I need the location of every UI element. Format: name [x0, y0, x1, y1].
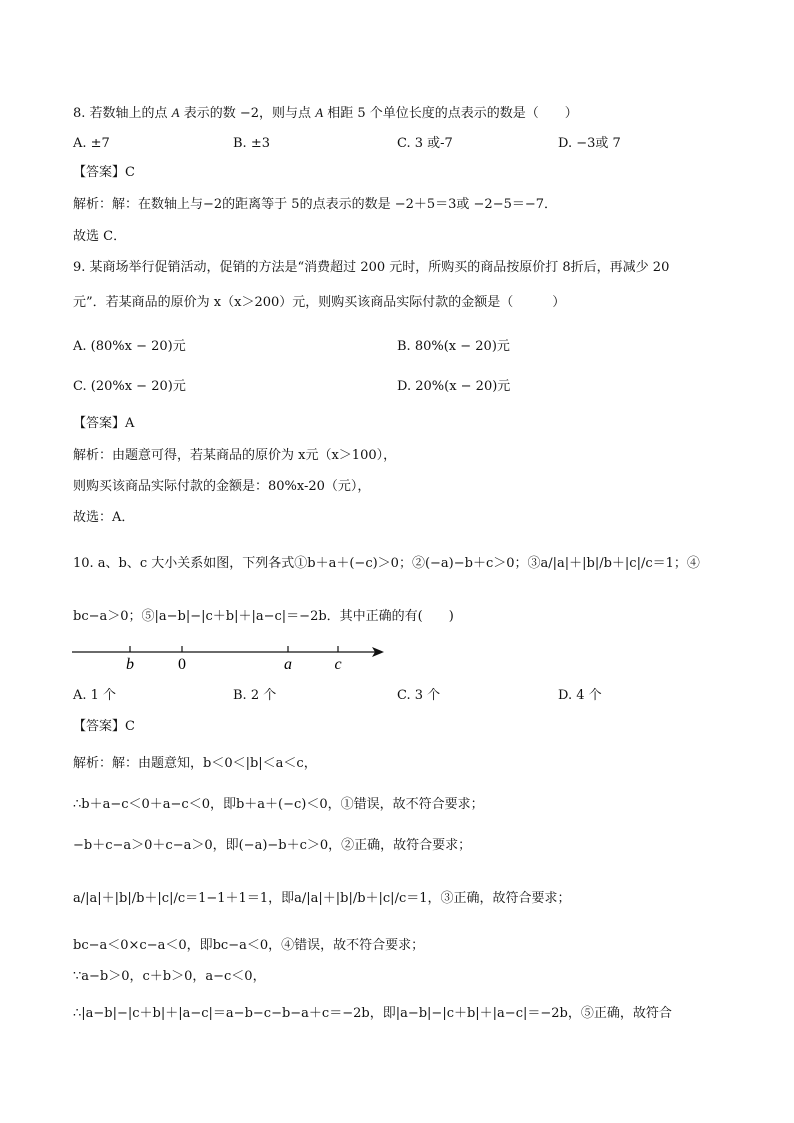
q8-option-a: A. ±7 [73, 136, 110, 151]
q8-option-d: D. −3或 7 [558, 136, 621, 151]
q9-answer: 【答案】A [73, 416, 135, 431]
q10-stem-line1: 10. a、b、c 大小关系如图，下列各式①b＋a＋(−c)＞0；②(−a)−b＋c＞0；③a/|a|＋|b|/b＋|c|/c＝1；④ [73, 556, 700, 571]
q9-option-b: B. 80%(x − 20)元 [397, 339, 510, 354]
q10-option-d: D. 4 个 [558, 688, 602, 703]
q8-option-b: B. ±3 [233, 136, 270, 151]
q9-analysis-line1: 解析：由题意可得，若某商品的原价为 x元（x＞100）， [73, 448, 397, 463]
number-line [70, 638, 390, 674]
q10-analysis-line1: 解析：解：由题意知，b＜0＜|b|＜a＜c， [73, 756, 317, 771]
q8-answer: 【答案】C [73, 165, 135, 180]
q10-analysis-line3: −b＋c−a＞0＋c−a＞0，即(−a)−b＋c＞0，②正确，故符合要求； [73, 838, 472, 853]
q9-stem-line1: 9. 某商场举行促销活动，促销的方法是“消费超过 200 元时，所购买的商品按原价打 8折后，再减少 20 [73, 260, 670, 275]
q10-option-c: C. 3 个 [397, 688, 441, 703]
q9-analysis-line2: 则购买该商品实际付款的金额是：80%x-20（元）， [73, 479, 371, 494]
q10-option-b: B. 2 个 [233, 688, 277, 703]
q8-stem: 8. 若数轴上的点 A 表示的数 −2，则与点 A 相距 5 个单位长度的点表示的数是（ ） [73, 105, 578, 121]
label-0: 0 [178, 656, 186, 673]
q10-option-a: A. 1 个 [73, 688, 117, 703]
q8-option-c: C. 3 或-7 [397, 136, 453, 151]
q9-stem-line2: 元”．若某商品的原价为 x（x＞200）元，则购买该商品实际付款的金额是（ ） [73, 295, 566, 310]
q10-answer: 【答案】C [73, 719, 135, 734]
label-c: c [334, 656, 342, 673]
q8-conclusion: 故选 C． [73, 229, 127, 244]
q10-analysis-line7: ∴|a−b|−|c＋b|＋|a−c|＝a−b−c−b−a＋c＝−2b，即|a−b|−|c＋b|＋|a−c|＝−2b，⑤正确，故符合 [73, 1006, 672, 1021]
q10-analysis-line4: a/|a|＋|b|/b＋|c|/c＝1−1＋1＝1，即a/|a|＋|b|/b＋|c|/c＝1，③正确，故符合要求； [73, 891, 571, 906]
q9-conclusion: 故选：A． [73, 510, 135, 525]
q10-analysis-line6: ∵a−b＞0，c＋b＞0，a−c＜0， [73, 969, 266, 984]
label-a: a [284, 656, 292, 673]
q9-option-c: C. (20%x − 20)元 [73, 379, 186, 394]
q9-option-d: D. 20%(x − 20)元 [397, 379, 511, 394]
q10-stem-line2: bc−a＞0；⑤|a−b|−|c＋b|＋|a−c|＝−2b．其中正确的有( ) [73, 609, 454, 624]
q8-analysis: 解析：解：在数轴上与−2的距离等于 5的点表示的数是 −2＋5＝3或 −2−5＝−7． [73, 197, 558, 212]
q9-option-a: A. (80%x − 20)元 [73, 339, 186, 354]
q10-analysis-line5: bc−a＜0×c−a＜0，即bc−a＜0，④错误，故不符合要求； [73, 938, 425, 953]
q10-analysis-line2: ∴b＋a−c＜0＋a−c＜0，即b＋a＋(−c)＜0，①错误，故不符合要求； [73, 797, 484, 812]
label-b: b [126, 656, 134, 673]
